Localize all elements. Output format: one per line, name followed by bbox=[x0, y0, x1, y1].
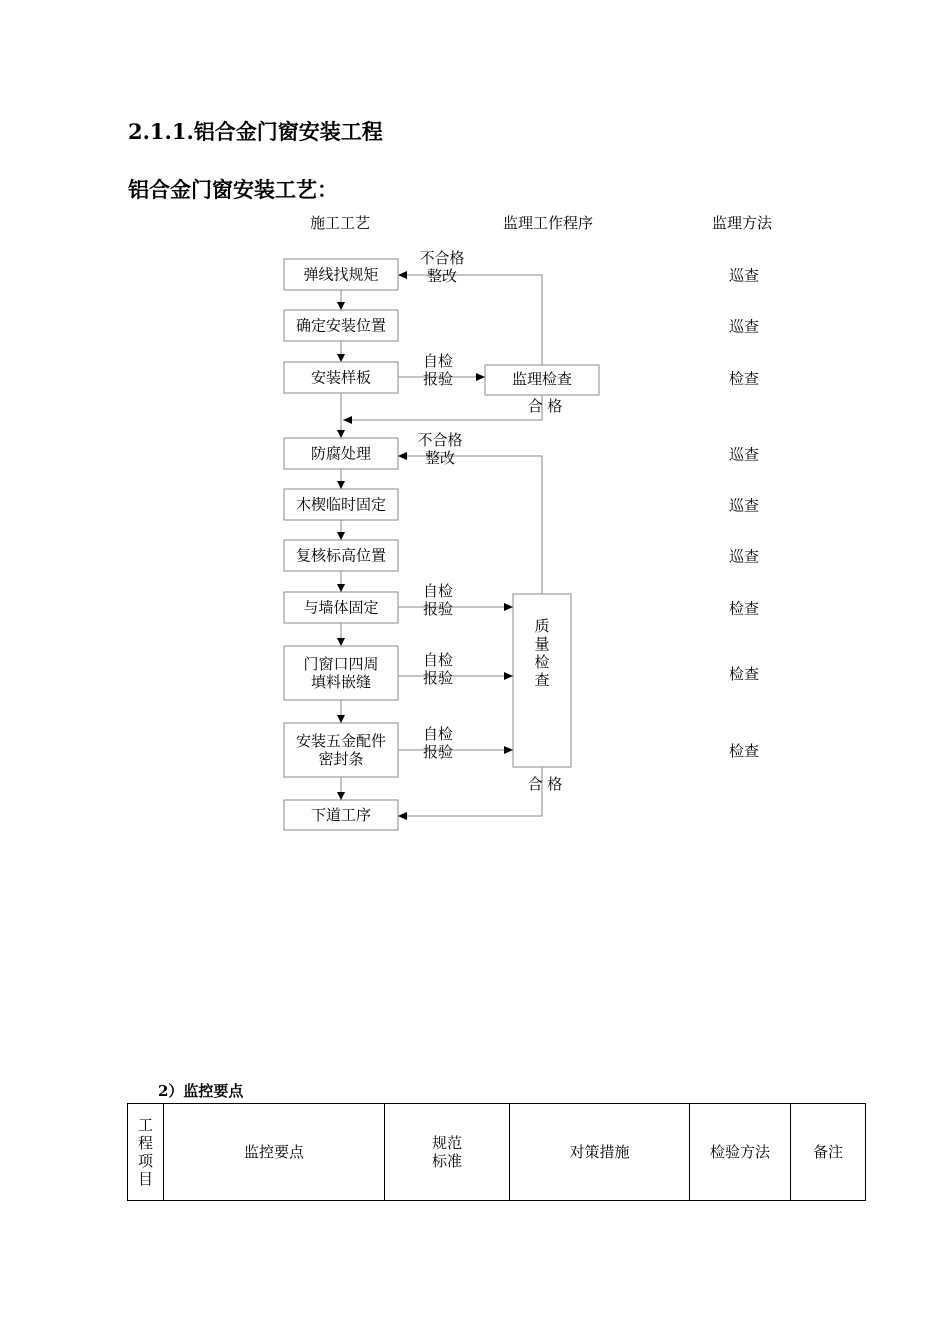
process-step-label: 防腐处理 bbox=[310, 444, 372, 463]
inspection-method-label: 巡查 bbox=[728, 445, 760, 464]
inspection-method-label: 检查 bbox=[728, 369, 760, 388]
process-step-label: 填料嵌缝 bbox=[310, 673, 372, 691]
column-header-procedure: 监理工作程序 bbox=[503, 214, 594, 232]
header-text: 工 bbox=[137, 1116, 153, 1134]
header-inspection-method bbox=[690, 1104, 791, 1201]
self-check-label: 自检 bbox=[422, 651, 454, 669]
quality-check-label: 查 bbox=[534, 671, 550, 689]
rework-label: 整改 bbox=[424, 449, 456, 467]
connector-line bbox=[343, 395, 542, 420]
header-text: 项 bbox=[137, 1152, 153, 1170]
supervision-check-label: 监理检查 bbox=[511, 370, 573, 388]
arrow-head bbox=[337, 354, 345, 362]
column-header-method: 监理方法 bbox=[712, 214, 773, 232]
connector-line bbox=[398, 456, 542, 594]
pass-label: 合 格 bbox=[527, 775, 563, 793]
arrow-head bbox=[337, 532, 345, 540]
process-step-label: 安装五金配件 bbox=[295, 732, 387, 750]
inspection-method-label: 巡查 bbox=[728, 547, 760, 566]
arrow-head bbox=[504, 746, 513, 754]
arrow-head bbox=[337, 481, 345, 489]
process-step-label: 安装样板 bbox=[310, 368, 372, 387]
arrow-head bbox=[398, 452, 407, 460]
header-text: 规范 bbox=[431, 1134, 462, 1152]
rework-label: 不合格 bbox=[419, 249, 465, 267]
process-heading: 铝合金门窗安装工艺： bbox=[128, 177, 338, 202]
inspection-method-label: 检查 bbox=[728, 665, 760, 683]
header-text: 备注 bbox=[812, 1143, 843, 1161]
self-check-label: 报验 bbox=[422, 743, 454, 761]
arrow-head bbox=[337, 302, 345, 310]
connector-line bbox=[398, 767, 542, 816]
process-step-label: 密封条 bbox=[318, 750, 364, 768]
header-remarks bbox=[791, 1104, 866, 1201]
inspection-method-label: 巡查 bbox=[728, 496, 760, 515]
self-check-label: 自检 bbox=[422, 352, 454, 370]
process-step-label: 弹线找规矩 bbox=[303, 265, 379, 284]
inspection-method-label: 巡查 bbox=[728, 317, 760, 336]
inspection-method-label: 巡查 bbox=[728, 266, 760, 285]
quality-check-label: 质 bbox=[534, 617, 550, 635]
self-check-label: 报验 bbox=[422, 600, 454, 618]
self-check-label: 自检 bbox=[422, 725, 454, 743]
section-heading: 2.1.1.铝合金门窗安装工程 bbox=[128, 119, 383, 144]
rework-label: 不合格 bbox=[417, 431, 463, 449]
arrow-head bbox=[398, 271, 407, 279]
process-step-label: 复核标高位置 bbox=[295, 546, 387, 565]
header-text: 对策措施 bbox=[569, 1143, 630, 1161]
process-step-label: 与墙体固定 bbox=[303, 598, 379, 617]
pass-label: 合 格 bbox=[527, 397, 563, 415]
header-text: 监控要点 bbox=[243, 1143, 304, 1161]
header-text: 目 bbox=[137, 1170, 153, 1188]
header-monitoring-points bbox=[164, 1104, 385, 1201]
arrow-head bbox=[504, 672, 513, 680]
header-standards bbox=[385, 1104, 510, 1201]
inspection-method-label: 检查 bbox=[728, 599, 760, 618]
arrow-head bbox=[337, 430, 345, 438]
column-header-process: 施工工艺 bbox=[310, 214, 371, 232]
process-step-label: 下道工序 bbox=[310, 806, 372, 824]
monitoring-points-title: 2）监控要点 bbox=[158, 1082, 244, 1100]
inspection-method-label: 检查 bbox=[728, 742, 760, 760]
quality-check-label: 量 bbox=[534, 635, 550, 653]
header-text: 检验方法 bbox=[709, 1143, 770, 1161]
arrow-head bbox=[504, 603, 513, 611]
header-text: 程 bbox=[137, 1134, 153, 1152]
process-step-label: 木楔临时固定 bbox=[295, 495, 387, 514]
arrow-head bbox=[343, 416, 352, 424]
arrow-head bbox=[476, 373, 485, 381]
arrow-head bbox=[337, 715, 345, 723]
header-text: 标准 bbox=[431, 1152, 462, 1170]
monitoring-table bbox=[127, 1103, 866, 1201]
arrow-head bbox=[398, 812, 407, 820]
self-check-label: 报验 bbox=[422, 370, 454, 388]
arrow-head bbox=[337, 584, 345, 592]
arrow-head bbox=[337, 792, 345, 800]
arrow-head bbox=[337, 638, 345, 646]
self-check-label: 报验 bbox=[422, 669, 454, 687]
header-countermeasures bbox=[510, 1104, 690, 1201]
process-step-label: 门窗口四周 bbox=[303, 655, 379, 673]
self-check-label: 自检 bbox=[422, 582, 454, 600]
process-step-label: 确定安装位置 bbox=[295, 316, 387, 335]
quality-check-label: 检 bbox=[534, 653, 550, 671]
table-header-row bbox=[128, 1104, 866, 1201]
connector-line bbox=[398, 275, 542, 365]
header-engineering-item bbox=[128, 1104, 164, 1201]
rework-label: 整改 bbox=[426, 267, 458, 285]
